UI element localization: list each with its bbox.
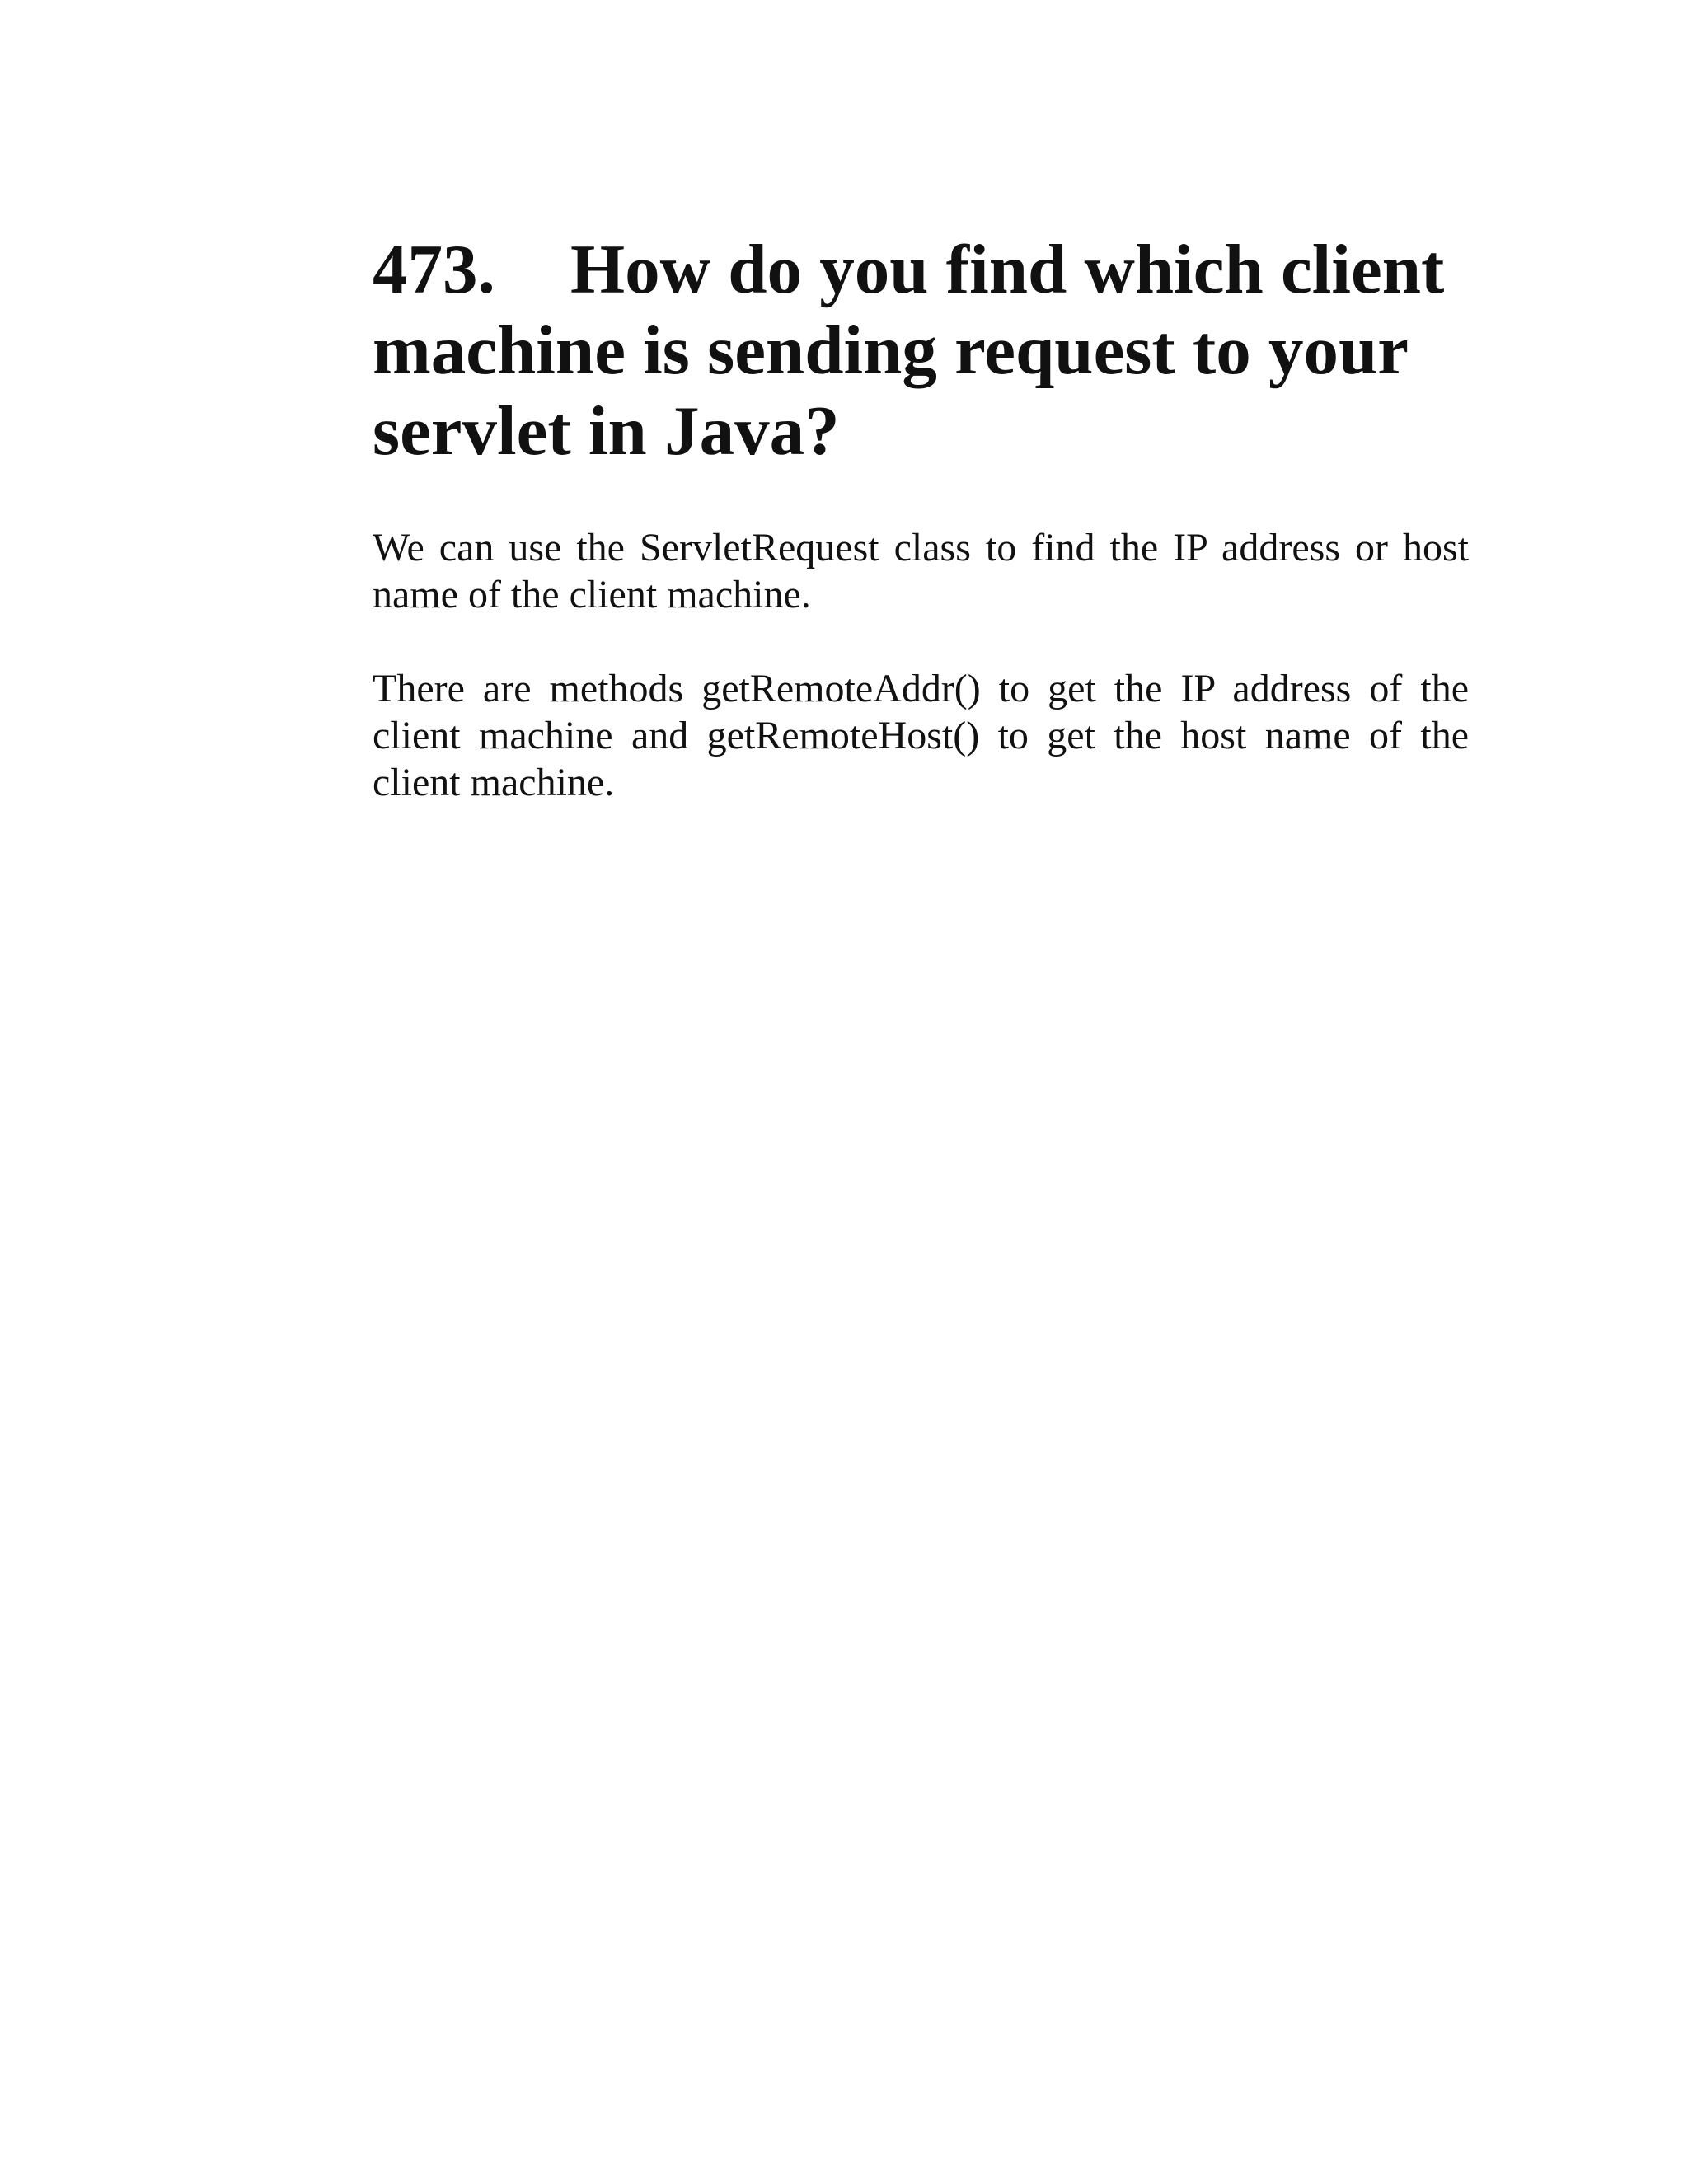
- page-content: [373, 229, 1469, 806]
- question-number: 473.: [373, 231, 495, 308]
- question-heading: [373, 229, 1469, 471]
- answer-paragraph-methods: There are methods getRemoteAddr() to get the IP address of the client machine and getRemoteHost() to get the host name of the client machine.: [373, 667, 1469, 804]
- answer-paragraph-servletrequest: We can use the ServletRequest class to find the IP address or host name of the client machine.: [373, 526, 1469, 616]
- question-title: How do you find which client machine is sending request to your servlet in Java?: [373, 231, 1445, 470]
